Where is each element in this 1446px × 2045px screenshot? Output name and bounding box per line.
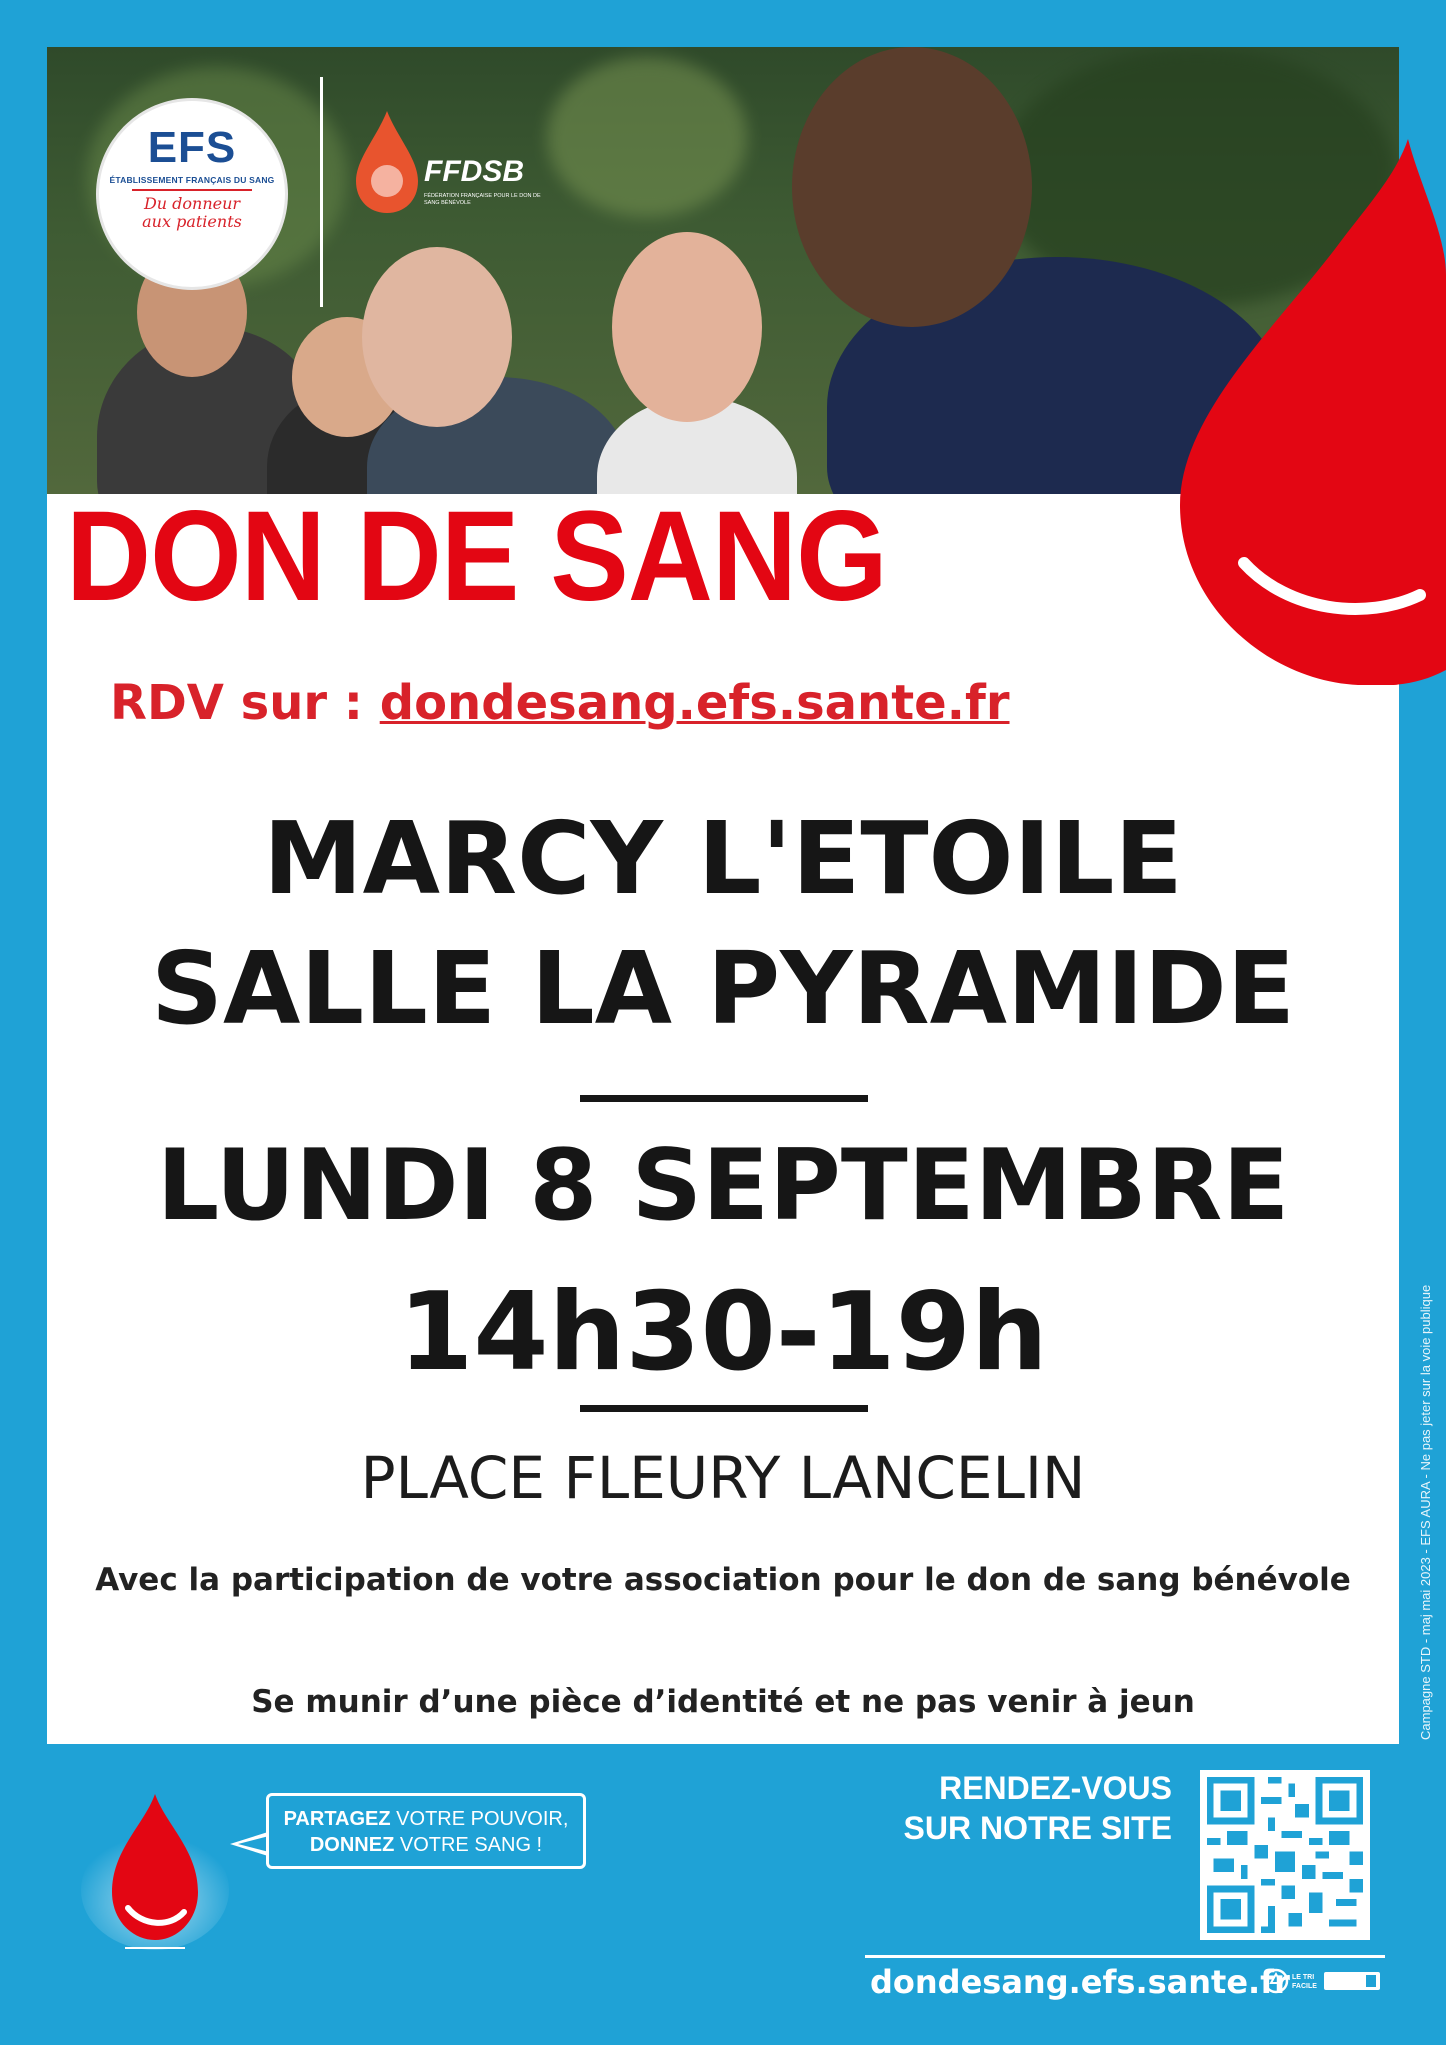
event-venue: SALLE LA PYRAMIDE xyxy=(150,930,1296,1047)
rdv-site-line-2: SUR NOTRE SITE xyxy=(903,1810,1172,1846)
qr-code[interactable] xyxy=(1200,1770,1370,1940)
slogan-strong-2: DONNEZ xyxy=(309,1834,395,1856)
ffdsb-logo-subtitle: FÉDÉRATION FRANÇAISE POUR LE DON DE SANG BÉNÉVOLE xyxy=(424,193,541,206)
ffdsb-logo xyxy=(352,107,552,237)
ffdsb-logo-name: FFDSB xyxy=(424,155,524,188)
rdv-prefix: RDV sur : xyxy=(110,675,380,731)
small-blood-drop-icon xyxy=(80,1780,230,1950)
efs-logo-tagline-2: aux patients xyxy=(142,212,242,231)
person-older-man-head xyxy=(362,247,512,427)
ffdsb-drop-icon xyxy=(352,107,422,217)
participation-note: Avec la participation de votre association pour le don de sang bénévole xyxy=(95,1562,1351,1598)
page-title: DON DE SANG xyxy=(66,485,887,628)
svg-text:FACILE: FACILE xyxy=(1292,1983,1317,1990)
event-city: MARCY L'ETOILE xyxy=(263,800,1183,917)
rdv-link[interactable]: dondesang.efs.sante.fr xyxy=(379,675,1010,731)
efs-logo xyxy=(99,101,285,287)
divider-bottom xyxy=(580,1405,868,1412)
footer-divider xyxy=(865,1955,1385,1958)
logo-separator xyxy=(320,77,323,307)
event-time: 14h30-19h xyxy=(398,1270,1048,1395)
recycle-tri-icon xyxy=(1262,1965,1386,1997)
efs-logo-divider xyxy=(132,189,252,191)
efs-logo-tagline-1: Du donneur xyxy=(143,194,241,213)
slogan-rest-1: VOTRE POUVOIR, xyxy=(390,1808,569,1830)
footer-url[interactable]: dondesang.efs.sante.fr xyxy=(870,1963,1290,2001)
event-date: LUNDI 8 SEPTEMBRE xyxy=(156,1129,1290,1243)
side-note: Campagne STD - maj mai 2023 - EFS AURA - Ne pas jeter sur la voie publique xyxy=(1418,1284,1433,1740)
person-woman-head xyxy=(612,232,762,422)
efs-logo-letters: EFS xyxy=(147,123,237,172)
divider-top xyxy=(580,1095,868,1102)
event-address: PLACE FLEURY LANCELIN xyxy=(360,1444,1086,1512)
speech-bubble-tail-inner xyxy=(238,1836,269,1852)
person-man-navy-head xyxy=(792,47,1032,327)
efs-logo-subtitle: ÉTABLISSEMENT FRANÇAIS DU SANG xyxy=(109,175,275,185)
slogan-strong-1: PARTAGEZ xyxy=(283,1808,391,1830)
identity-note: Se munir d’une pièce d’identité et ne pas venir à jeun xyxy=(251,1684,1195,1720)
slogan-bubble xyxy=(266,1793,586,1869)
background-light xyxy=(547,57,747,217)
svg-text:LE TRI: LE TRI xyxy=(1292,1974,1315,1981)
rdv-site-line-1: RENDEZ-VOUS xyxy=(939,1770,1172,1806)
blood-drop-icon xyxy=(1158,125,1446,685)
slogan-rest-2: VOTRE SANG ! xyxy=(394,1834,543,1856)
rdv-line xyxy=(110,675,1010,731)
rdv-site-callout xyxy=(870,1768,1172,1848)
